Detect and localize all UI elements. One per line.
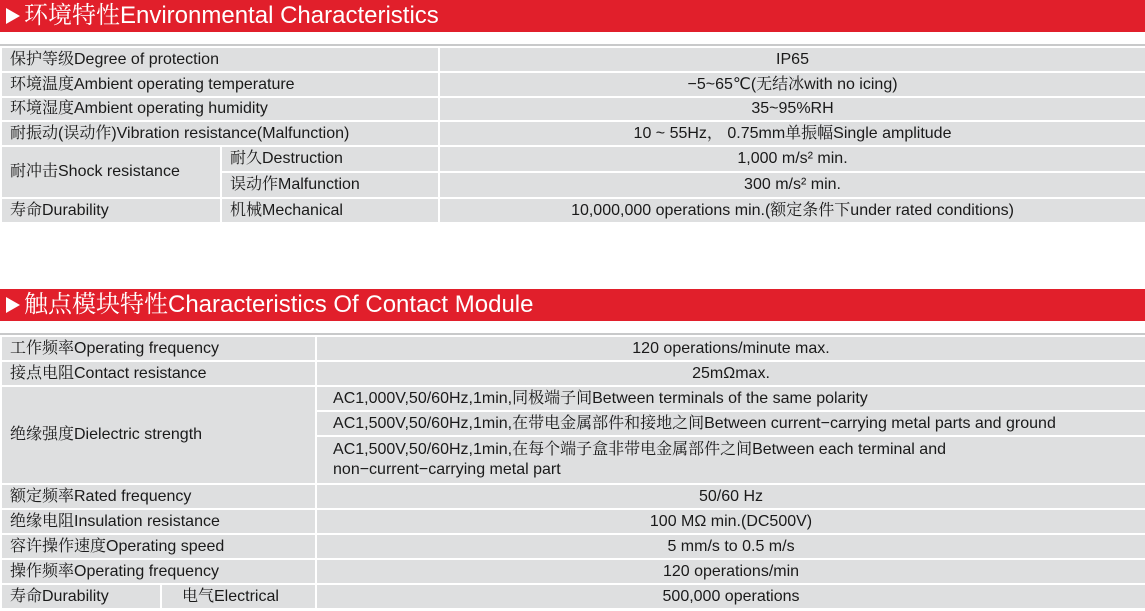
row-label: 寿命Durability	[1, 584, 161, 609]
row-label: 容许操作速度Operating speed	[1, 534, 316, 559]
row-label: 耐振动(误动作)Vibration resistance(Malfunction)	[1, 121, 439, 146]
row-value: 5 mm/s to 0.5 m/s	[316, 534, 1145, 559]
environmental-table	[0, 46, 1145, 224]
row-value: 35~95%RH	[439, 97, 1145, 121]
row-sub-label: 耐久Destruction	[221, 146, 439, 172]
contact-module-table	[0, 335, 1145, 610]
row-sub-label: 误动作Malfunction	[221, 172, 439, 198]
table-row	[1, 121, 1145, 146]
row-value: AC1,500V,50/60Hz,1min,在带电金属部件和接地之间Between current−carrying metal parts and ground	[316, 411, 1145, 436]
row-sub-label: 电气Electrical	[161, 584, 316, 609]
table-row	[1, 509, 1145, 534]
row-sub-label: 机械Mechanical	[221, 198, 439, 223]
table-row	[1, 97, 1145, 121]
row-value: 1,000 m/s² min.	[439, 146, 1145, 172]
row-label: 环境湿度Ambient operating humidity	[1, 97, 439, 121]
section-banner-environmental	[0, 0, 1145, 32]
row-label: 绝缘强度Dielectric strength	[1, 386, 316, 484]
row-label: 保护等级Degree of protection	[1, 47, 439, 72]
table-row	[1, 559, 1145, 584]
row-value: AC1,000V,50/60Hz,1min,同极端子间Between terminals of the same polarity	[316, 386, 1145, 411]
row-label: 额定频率Rated frequency	[1, 484, 316, 509]
row-label: 工作频率Operating frequency	[1, 336, 316, 361]
table-row	[1, 584, 1145, 609]
row-label: 耐冲击Shock resistance	[1, 146, 221, 198]
row-value: AC1,500V,50/60Hz,1min,在每个端子盒非带电金属部件之间Between each terminal and non−current−carrying metal part	[316, 436, 1145, 484]
row-value: 50/60 Hz	[316, 484, 1145, 509]
row-value: 120 operations/minute max.	[316, 336, 1145, 361]
table-row	[1, 361, 1145, 386]
section-title: 环境特性Environmental Characteristics	[24, 2, 439, 29]
row-label: 绝缘电阻Insulation resistance	[1, 509, 316, 534]
row-label: 环境温度Ambient operating temperature	[1, 72, 439, 97]
row-value: IP65	[439, 47, 1145, 72]
triangle-right-icon	[6, 8, 20, 24]
table-row	[1, 198, 1145, 223]
row-value: 100 MΩ min.(DC500V)	[316, 509, 1145, 534]
row-label: 寿命Durability	[1, 198, 221, 223]
row-value: −5~65℃(无结冰with no icing)	[439, 72, 1145, 97]
triangle-right-icon	[6, 297, 20, 313]
section-banner-contact-module	[0, 289, 1145, 321]
row-value: 10,000,000 operations min.(额定条件下under rated conditions)	[439, 198, 1145, 223]
row-label: 接点电阻Contact resistance	[1, 361, 316, 386]
row-value: 300 m/s² min.	[439, 172, 1145, 198]
row-value: 120 operations/min	[316, 559, 1145, 584]
section-title: 触点模块特性Characteristics Of Contact Module	[24, 291, 534, 318]
table-row	[1, 484, 1145, 509]
table-row	[1, 336, 1145, 361]
row-value: 25mΩmax.	[316, 361, 1145, 386]
table-row	[1, 72, 1145, 97]
row-label: 操作频率Operating frequency	[1, 559, 316, 584]
row-value: 500,000 operations	[316, 584, 1145, 609]
table-row	[1, 146, 1145, 172]
table-row	[1, 386, 1145, 411]
table-row	[1, 47, 1145, 72]
table-row	[1, 534, 1145, 559]
row-value: 10 ~ 55Hz， 0.75mm单振幅Single amplitude	[439, 121, 1145, 146]
